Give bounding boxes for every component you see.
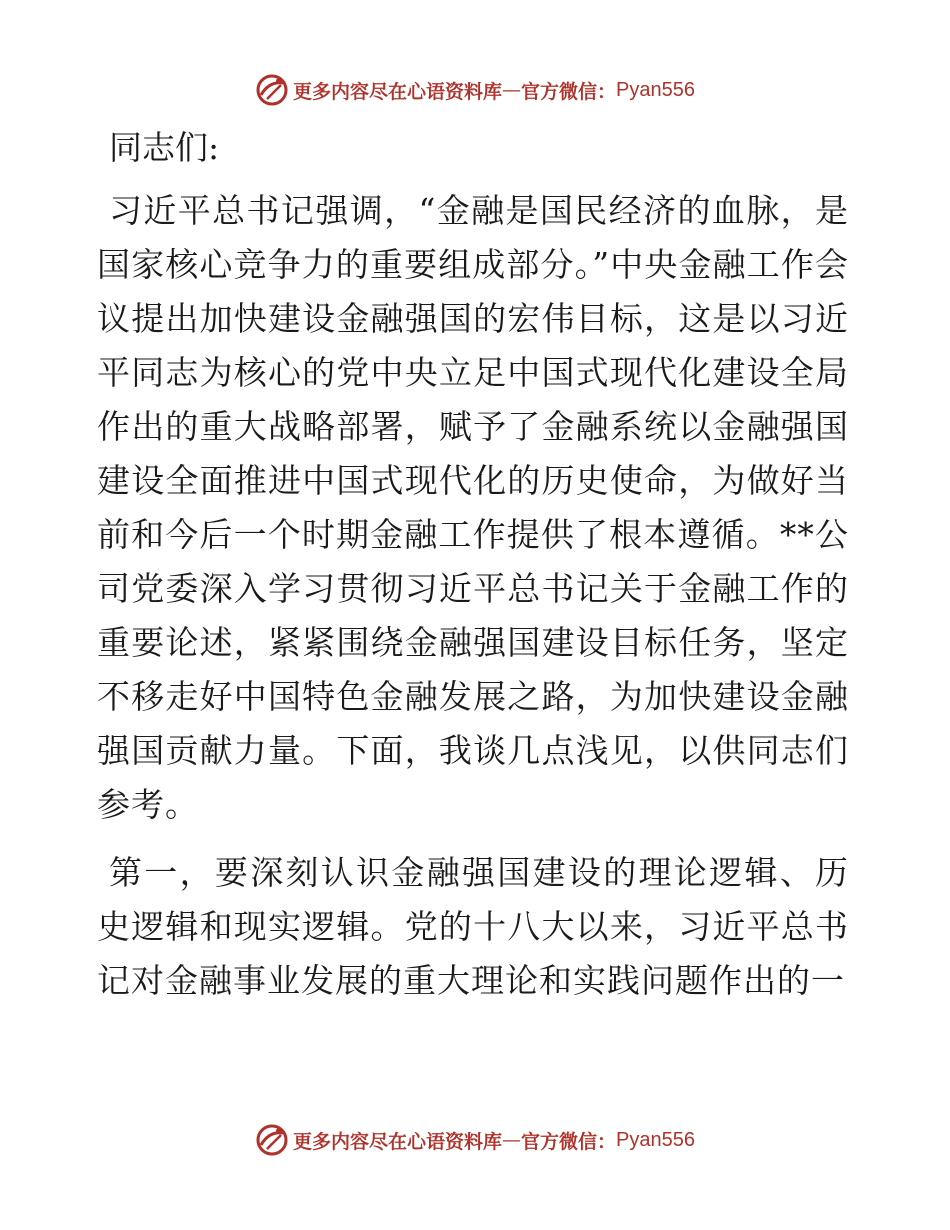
brand-logo-icon bbox=[255, 1123, 289, 1157]
brand-separator: — bbox=[502, 79, 522, 101]
brand-logo-icon bbox=[255, 73, 289, 107]
paragraph-1: 习近平总书记强调，“金融是国民经济的血脉，是国家核心竞争力的重要组成部分。”中央金融工作会议提出加快建设金融强国的宏伟目标，这是以习近平同志为核心的党中央立足中国式现代化建设全局作出的重大战略部署，赋予了金融系统以金融强国建设全面推进中国式现代化的历史使命，为做好当前和今后一个时期金融工作提供了根本遵循。**公司党委深入学习贯彻习近平总书记关于金融工作的重要论述，紧紧围绕金融强国建设目标任务，坚定不移走好中国特色金融发展之路，为加快建设金融强国贡献力量。下面，我谈几点浅见，以供同志们参考。 bbox=[97, 191, 849, 824]
paragraph-2: 第一，要深刻认识金融强国建设的理论逻辑、历史逻辑和现实逻辑。党的十八大以来，习近平总书记对金融事业发展的重大理论和实践问题作出的一 bbox=[97, 853, 849, 1000]
greeting: 同志们: bbox=[109, 128, 220, 167]
brand-text: 更多内容尽在心语资料库 bbox=[293, 80, 503, 103]
wechat-id: Pyan556 bbox=[616, 78, 695, 101]
document-body bbox=[97, 122, 849, 1008]
footer-banner bbox=[0, 1120, 950, 1160]
wechat-label: 官方微信： bbox=[521, 80, 617, 103]
brand-text: 更多内容尽在心语资料库 bbox=[293, 1130, 503, 1153]
header-banner bbox=[0, 70, 950, 110]
wechat-id: Pyan556 bbox=[616, 1128, 695, 1151]
brand-separator: — bbox=[502, 1129, 522, 1151]
wechat-label: 官方微信： bbox=[521, 1130, 617, 1153]
